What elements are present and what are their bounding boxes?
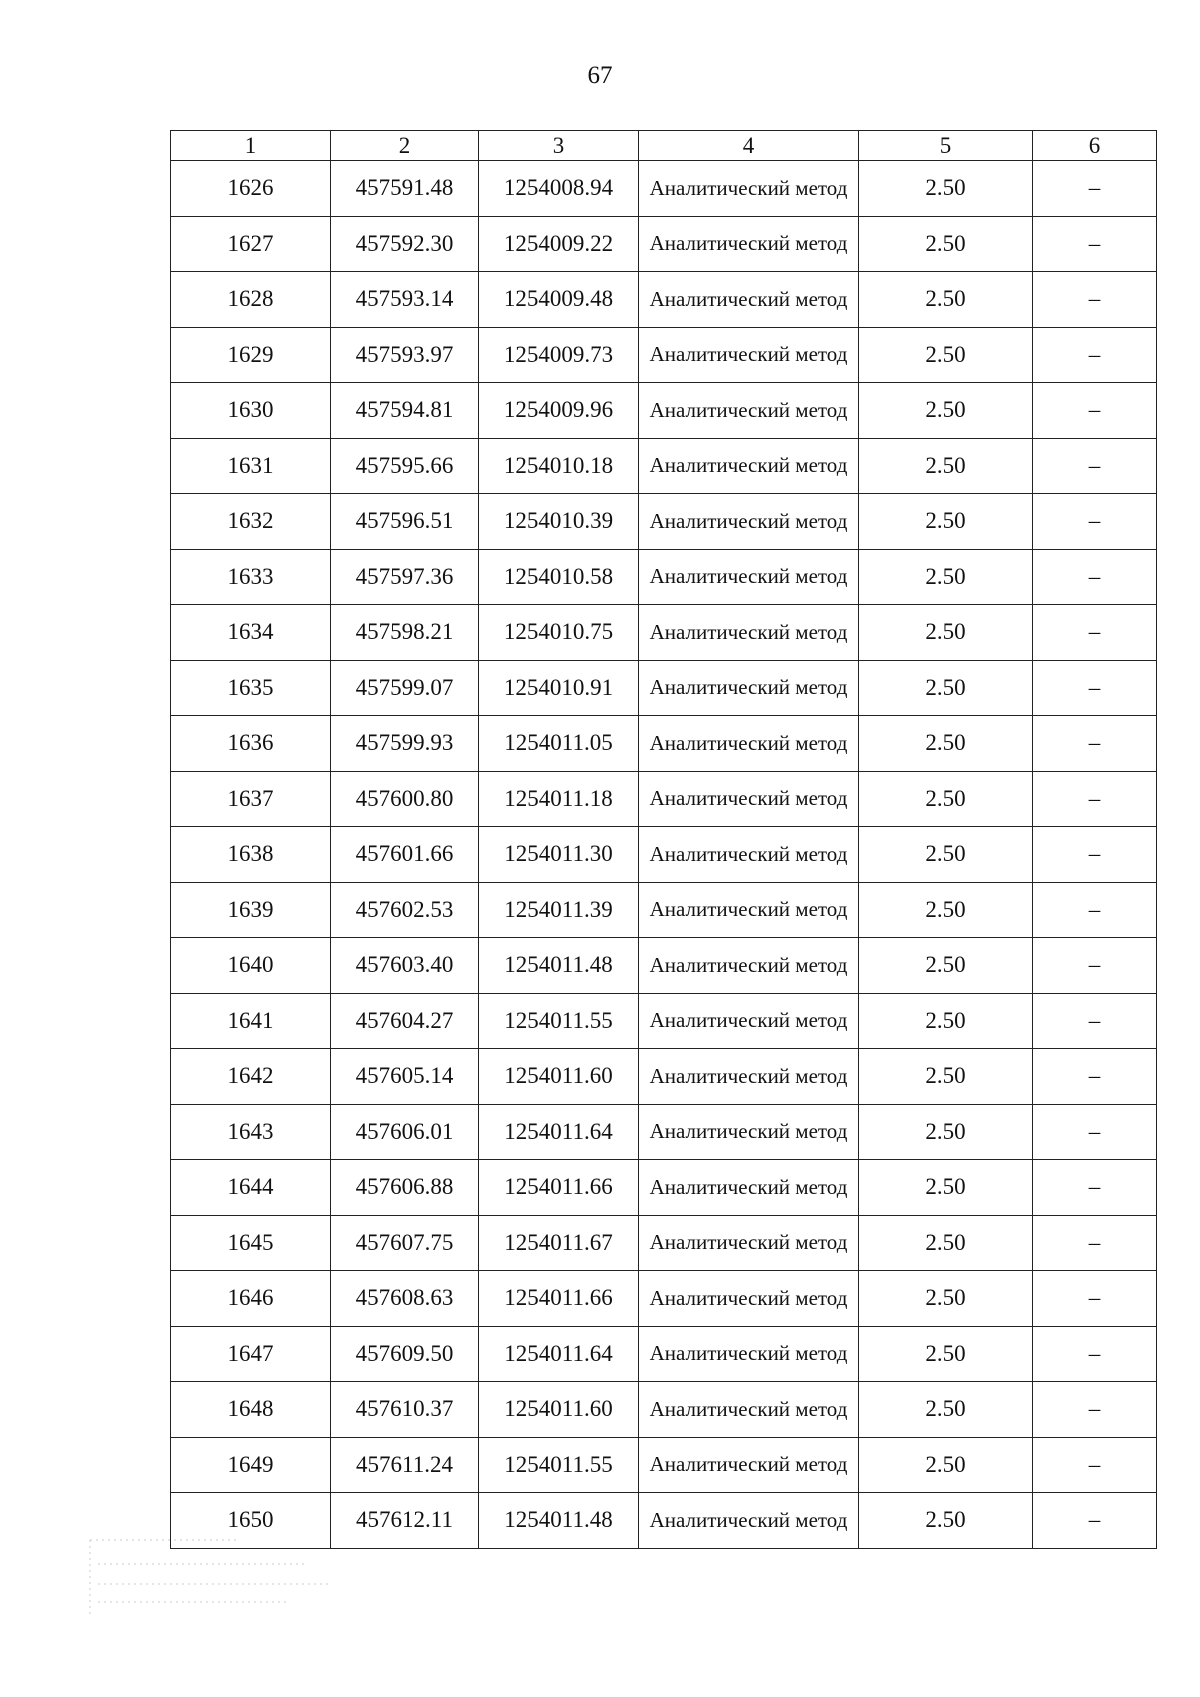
y-coordinate-cell: 1254009.48 <box>479 272 639 328</box>
table-row <box>171 272 1157 328</box>
method-cell: Аналитический метод <box>639 327 859 383</box>
y-coordinate-cell: 1254010.75 <box>479 605 639 661</box>
table-row <box>171 771 1157 827</box>
note-cell: – <box>1033 1271 1157 1327</box>
x-coordinate-cell: 457594.81 <box>331 383 479 439</box>
table-row <box>171 161 1157 217</box>
accuracy-cell: 2.50 <box>859 327 1033 383</box>
table-row <box>171 1271 1157 1327</box>
note-cell: – <box>1033 716 1157 772</box>
table-row <box>171 216 1157 272</box>
point-number-cell: 1627 <box>171 216 331 272</box>
note-cell: – <box>1033 660 1157 716</box>
method-cell: Аналитический метод <box>639 827 859 883</box>
note-cell: – <box>1033 1049 1157 1105</box>
note-cell: – <box>1033 827 1157 883</box>
y-coordinate-cell: 1254011.48 <box>479 1493 639 1549</box>
accuracy-cell: 2.50 <box>859 716 1033 772</box>
accuracy-cell: 2.50 <box>859 272 1033 328</box>
method-cell: Аналитический метод <box>639 993 859 1049</box>
x-coordinate-cell: 457595.66 <box>331 438 479 494</box>
note-cell: – <box>1033 882 1157 938</box>
column-header-6: 6 <box>1033 131 1157 161</box>
y-coordinate-cell: 1254011.55 <box>479 1437 639 1493</box>
method-cell: Аналитический метод <box>639 1326 859 1382</box>
note-cell: – <box>1033 993 1157 1049</box>
note-cell: – <box>1033 938 1157 994</box>
x-coordinate-cell: 457601.66 <box>331 827 479 883</box>
point-number-cell: 1630 <box>171 383 331 439</box>
point-number-cell: 1631 <box>171 438 331 494</box>
point-number-cell: 1645 <box>171 1215 331 1271</box>
method-cell: Аналитический метод <box>639 1493 859 1549</box>
faint-stamp-marks <box>88 1530 348 1620</box>
method-cell: Аналитический метод <box>639 383 859 439</box>
y-coordinate-cell: 1254011.48 <box>479 938 639 994</box>
table-row <box>171 1160 1157 1216</box>
accuracy-cell: 2.50 <box>859 438 1033 494</box>
point-number-cell: 1643 <box>171 1104 331 1160</box>
y-coordinate-cell: 1254011.64 <box>479 1326 639 1382</box>
table-row <box>171 993 1157 1049</box>
x-coordinate-cell: 457593.14 <box>331 272 479 328</box>
note-cell: – <box>1033 161 1157 217</box>
accuracy-cell: 2.50 <box>859 1271 1033 1327</box>
column-header-4: 4 <box>639 131 859 161</box>
y-coordinate-cell: 1254011.55 <box>479 993 639 1049</box>
table-row <box>171 438 1157 494</box>
note-cell: – <box>1033 1160 1157 1216</box>
y-coordinate-cell: 1254010.39 <box>479 494 639 550</box>
y-coordinate-cell: 1254009.73 <box>479 327 639 383</box>
note-cell: – <box>1033 1493 1157 1549</box>
accuracy-cell: 2.50 <box>859 1437 1033 1493</box>
table-row <box>171 605 1157 661</box>
x-coordinate-cell: 457604.27 <box>331 993 479 1049</box>
accuracy-cell: 2.50 <box>859 216 1033 272</box>
accuracy-cell: 2.50 <box>859 771 1033 827</box>
accuracy-cell: 2.50 <box>859 549 1033 605</box>
method-cell: Аналитический метод <box>639 1160 859 1216</box>
point-number-cell: 1648 <box>171 1382 331 1438</box>
accuracy-cell: 2.50 <box>859 1160 1033 1216</box>
accuracy-cell: 2.50 <box>859 383 1033 439</box>
x-coordinate-cell: 457602.53 <box>331 882 479 938</box>
note-cell: – <box>1033 494 1157 550</box>
method-cell: Аналитический метод <box>639 660 859 716</box>
method-cell: Аналитический метод <box>639 1104 859 1160</box>
note-cell: – <box>1033 605 1157 661</box>
accuracy-cell: 2.50 <box>859 1326 1033 1382</box>
point-number-cell: 1634 <box>171 605 331 661</box>
point-number-cell: 1644 <box>171 1160 331 1216</box>
x-coordinate-cell: 457603.40 <box>331 938 479 994</box>
note-cell: – <box>1033 327 1157 383</box>
column-header-2: 2 <box>331 131 479 161</box>
x-coordinate-cell: 457612.11 <box>331 1493 479 1549</box>
accuracy-cell: 2.50 <box>859 161 1033 217</box>
x-coordinate-cell: 457592.30 <box>331 216 479 272</box>
y-coordinate-cell: 1254008.94 <box>479 161 639 217</box>
x-coordinate-cell: 457599.07 <box>331 660 479 716</box>
method-cell: Аналитический метод <box>639 1437 859 1493</box>
accuracy-cell: 2.50 <box>859 1493 1033 1549</box>
accuracy-cell: 2.50 <box>859 882 1033 938</box>
accuracy-cell: 2.50 <box>859 1104 1033 1160</box>
method-cell: Аналитический метод <box>639 438 859 494</box>
method-cell: Аналитический метод <box>639 161 859 217</box>
note-cell: – <box>1033 1326 1157 1382</box>
point-number-cell: 1632 <box>171 494 331 550</box>
page-number: 67 <box>587 62 613 89</box>
x-coordinate-cell: 457596.51 <box>331 494 479 550</box>
coordinates-table <box>170 130 1157 1549</box>
point-number-cell: 1649 <box>171 1437 331 1493</box>
x-coordinate-cell: 457609.50 <box>331 1326 479 1382</box>
table-row <box>171 1049 1157 1105</box>
point-number-cell: 1639 <box>171 882 331 938</box>
note-cell: – <box>1033 272 1157 328</box>
note-cell: – <box>1033 1382 1157 1438</box>
note-cell: – <box>1033 216 1157 272</box>
column-header-3: 3 <box>479 131 639 161</box>
method-cell: Аналитический метод <box>639 771 859 827</box>
method-cell: Аналитический метод <box>639 272 859 328</box>
accuracy-cell: 2.50 <box>859 938 1033 994</box>
method-cell: Аналитический метод <box>639 1271 859 1327</box>
table-header-row <box>171 131 1157 161</box>
method-cell: Аналитический метод <box>639 216 859 272</box>
note-cell: – <box>1033 438 1157 494</box>
accuracy-cell: 2.50 <box>859 1382 1033 1438</box>
point-number-cell: 1650 <box>171 1493 331 1549</box>
method-cell: Аналитический метод <box>639 605 859 661</box>
table-row <box>171 1104 1157 1160</box>
note-cell: – <box>1033 383 1157 439</box>
point-number-cell: 1628 <box>171 272 331 328</box>
y-coordinate-cell: 1254011.66 <box>479 1160 639 1216</box>
y-coordinate-cell: 1254011.67 <box>479 1215 639 1271</box>
y-coordinate-cell: 1254009.96 <box>479 383 639 439</box>
point-number-cell: 1640 <box>171 938 331 994</box>
x-coordinate-cell: 457599.93 <box>331 716 479 772</box>
x-coordinate-cell: 457591.48 <box>331 161 479 217</box>
y-coordinate-cell: 1254011.39 <box>479 882 639 938</box>
table-body <box>171 161 1157 1549</box>
note-cell: – <box>1033 771 1157 827</box>
column-header-1: 1 <box>171 131 331 161</box>
method-cell: Аналитический метод <box>639 1049 859 1105</box>
accuracy-cell: 2.50 <box>859 605 1033 661</box>
x-coordinate-cell: 457605.14 <box>331 1049 479 1105</box>
point-number-cell: 1646 <box>171 1271 331 1327</box>
y-coordinate-cell: 1254010.58 <box>479 549 639 605</box>
x-coordinate-cell: 457606.01 <box>331 1104 479 1160</box>
note-cell: – <box>1033 1215 1157 1271</box>
y-coordinate-cell: 1254011.30 <box>479 827 639 883</box>
method-cell: Аналитический метод <box>639 1382 859 1438</box>
method-cell: Аналитический метод <box>639 716 859 772</box>
accuracy-cell: 2.50 <box>859 993 1033 1049</box>
note-cell: – <box>1033 1437 1157 1493</box>
point-number-cell: 1642 <box>171 1049 331 1105</box>
method-cell: Аналитический метод <box>639 1215 859 1271</box>
table-row <box>171 716 1157 772</box>
method-cell: Аналитический метод <box>639 938 859 994</box>
x-coordinate-cell: 457600.80 <box>331 771 479 827</box>
y-coordinate-cell: 1254011.64 <box>479 1104 639 1160</box>
accuracy-cell: 2.50 <box>859 1215 1033 1271</box>
table-row <box>171 383 1157 439</box>
table-row <box>171 882 1157 938</box>
accuracy-cell: 2.50 <box>859 1049 1033 1105</box>
table-row <box>171 660 1157 716</box>
note-cell: – <box>1033 549 1157 605</box>
method-cell: Аналитический метод <box>639 882 859 938</box>
table-row <box>171 549 1157 605</box>
x-coordinate-cell: 457608.63 <box>331 1271 479 1327</box>
table-row <box>171 1437 1157 1493</box>
y-coordinate-cell: 1254011.05 <box>479 716 639 772</box>
point-number-cell: 1626 <box>171 161 331 217</box>
y-coordinate-cell: 1254010.91 <box>479 660 639 716</box>
table-row <box>171 1382 1157 1438</box>
method-cell: Аналитический метод <box>639 549 859 605</box>
y-coordinate-cell: 1254011.60 <box>479 1382 639 1438</box>
table-row <box>171 1326 1157 1382</box>
note-cell: – <box>1033 1104 1157 1160</box>
point-number-cell: 1636 <box>171 716 331 772</box>
column-header-5: 5 <box>859 131 1033 161</box>
x-coordinate-cell: 457607.75 <box>331 1215 479 1271</box>
y-coordinate-cell: 1254011.18 <box>479 771 639 827</box>
y-coordinate-cell: 1254010.18 <box>479 438 639 494</box>
point-number-cell: 1647 <box>171 1326 331 1382</box>
point-number-cell: 1629 <box>171 327 331 383</box>
point-number-cell: 1635 <box>171 660 331 716</box>
y-coordinate-cell: 1254011.66 <box>479 1271 639 1327</box>
y-coordinate-cell: 1254011.60 <box>479 1049 639 1105</box>
x-coordinate-cell: 457606.88 <box>331 1160 479 1216</box>
point-number-cell: 1641 <box>171 993 331 1049</box>
point-number-cell: 1638 <box>171 827 331 883</box>
x-coordinate-cell: 457597.36 <box>331 549 479 605</box>
x-coordinate-cell: 457611.24 <box>331 1437 479 1493</box>
accuracy-cell: 2.50 <box>859 494 1033 550</box>
y-coordinate-cell: 1254009.22 <box>479 216 639 272</box>
method-cell: Аналитический метод <box>639 494 859 550</box>
table-row <box>171 938 1157 994</box>
table-row <box>171 1215 1157 1271</box>
accuracy-cell: 2.50 <box>859 660 1033 716</box>
point-number-cell: 1633 <box>171 549 331 605</box>
point-number-cell: 1637 <box>171 771 331 827</box>
table-row <box>171 494 1157 550</box>
accuracy-cell: 2.50 <box>859 827 1033 883</box>
x-coordinate-cell: 457598.21 <box>331 605 479 661</box>
table-row <box>171 327 1157 383</box>
x-coordinate-cell: 457610.37 <box>331 1382 479 1438</box>
x-coordinate-cell: 457593.97 <box>331 327 479 383</box>
table-row <box>171 827 1157 883</box>
